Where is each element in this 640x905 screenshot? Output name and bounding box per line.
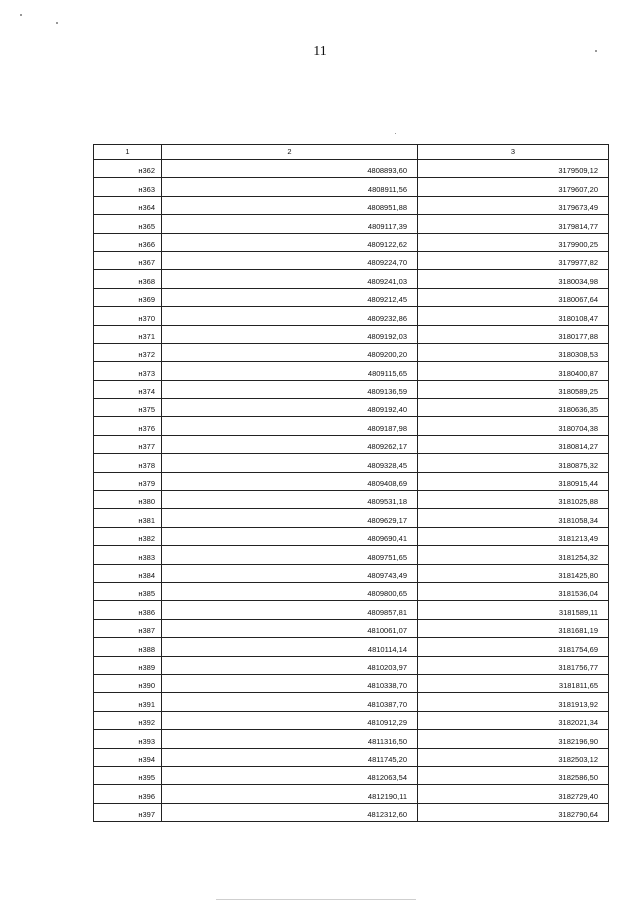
point-id-cell: н380 bbox=[94, 491, 162, 509]
y-coordinate-cell: 3181756,77 bbox=[418, 656, 609, 674]
table-row bbox=[94, 638, 609, 656]
y-coordinate-cell: 3180177,88 bbox=[418, 325, 609, 343]
point-id-cell: н387 bbox=[94, 619, 162, 637]
column-header-point: 1 bbox=[94, 145, 162, 160]
x-coordinate-cell: 4809115,65 bbox=[162, 362, 418, 380]
point-id-cell: н374 bbox=[94, 380, 162, 398]
x-coordinate-cell: 4809192,40 bbox=[162, 399, 418, 417]
point-id-cell: н393 bbox=[94, 730, 162, 748]
point-id-cell: н376 bbox=[94, 417, 162, 435]
y-coordinate-cell: 3180915,44 bbox=[418, 472, 609, 490]
table-row bbox=[94, 491, 609, 509]
x-coordinate-cell: 4812312,60 bbox=[162, 803, 418, 821]
y-coordinate-cell: 3181213,49 bbox=[418, 527, 609, 545]
x-coordinate-cell: 4809531,18 bbox=[162, 491, 418, 509]
point-id-cell: н364 bbox=[94, 196, 162, 214]
table-row bbox=[94, 380, 609, 398]
x-coordinate-cell: 4809200,20 bbox=[162, 343, 418, 361]
y-coordinate-cell: 3181425,80 bbox=[418, 564, 609, 582]
column-header-y: 3 bbox=[418, 145, 609, 160]
point-id-cell: н395 bbox=[94, 766, 162, 784]
point-id-cell: н382 bbox=[94, 527, 162, 545]
table-row bbox=[94, 215, 609, 233]
table-row bbox=[94, 417, 609, 435]
point-id-cell: н372 bbox=[94, 343, 162, 361]
x-coordinate-cell: 4809232,86 bbox=[162, 307, 418, 325]
x-coordinate-cell: 4808951,88 bbox=[162, 196, 418, 214]
table-row bbox=[94, 582, 609, 600]
x-coordinate-cell: 4809212,45 bbox=[162, 288, 418, 306]
x-coordinate-cell: 4810338,70 bbox=[162, 674, 418, 692]
table-row bbox=[94, 546, 609, 564]
point-id-cell: н392 bbox=[94, 711, 162, 729]
table-row bbox=[94, 656, 609, 674]
point-id-cell: н367 bbox=[94, 251, 162, 269]
x-coordinate-cell: 4809629,17 bbox=[162, 509, 418, 527]
point-id-cell: н389 bbox=[94, 656, 162, 674]
table-row bbox=[94, 454, 609, 472]
x-coordinate-cell: 4809117,39 bbox=[162, 215, 418, 233]
y-coordinate-cell: 3182729,40 bbox=[418, 785, 609, 803]
point-id-cell: н368 bbox=[94, 270, 162, 288]
point-id-cell: н385 bbox=[94, 582, 162, 600]
table-row bbox=[94, 693, 609, 711]
scan-speck bbox=[56, 22, 58, 24]
point-id-cell: н366 bbox=[94, 233, 162, 251]
x-coordinate-cell: 4809751,65 bbox=[162, 546, 418, 564]
y-coordinate-cell: 3182196,90 bbox=[418, 730, 609, 748]
point-id-cell: н365 bbox=[94, 215, 162, 233]
table-row bbox=[94, 601, 609, 619]
x-coordinate-cell: 4809743,49 bbox=[162, 564, 418, 582]
table-row bbox=[94, 711, 609, 729]
y-coordinate-cell: 3179814,77 bbox=[418, 215, 609, 233]
table-row bbox=[94, 527, 609, 545]
table-row bbox=[94, 251, 609, 269]
y-coordinate-cell: 3179509,12 bbox=[418, 160, 609, 178]
x-coordinate-cell: 4810203,97 bbox=[162, 656, 418, 674]
x-coordinate-cell: 4809328,45 bbox=[162, 454, 418, 472]
point-id-cell: н377 bbox=[94, 435, 162, 453]
scan-speck bbox=[20, 14, 22, 16]
y-coordinate-cell: 3180400,87 bbox=[418, 362, 609, 380]
table-row bbox=[94, 766, 609, 784]
table-row bbox=[94, 435, 609, 453]
table-row bbox=[94, 803, 609, 821]
y-coordinate-cell: 3180067,64 bbox=[418, 288, 609, 306]
x-coordinate-cell: 4809224,70 bbox=[162, 251, 418, 269]
y-coordinate-cell: 3180704,38 bbox=[418, 417, 609, 435]
point-id-cell: н383 bbox=[94, 546, 162, 564]
x-coordinate-cell: 4809690,41 bbox=[162, 527, 418, 545]
x-coordinate-cell: 4809408,69 bbox=[162, 472, 418, 490]
point-id-cell: н369 bbox=[94, 288, 162, 306]
x-coordinate-cell: 4811745,20 bbox=[162, 748, 418, 766]
y-coordinate-cell: 3182503,12 bbox=[418, 748, 609, 766]
point-id-cell: н375 bbox=[94, 399, 162, 417]
y-coordinate-cell: 3179673,49 bbox=[418, 196, 609, 214]
x-coordinate-cell: 4809187,98 bbox=[162, 417, 418, 435]
table-row bbox=[94, 674, 609, 692]
x-coordinate-cell: 4809262,17 bbox=[162, 435, 418, 453]
table-row bbox=[94, 270, 609, 288]
point-id-cell: н390 bbox=[94, 674, 162, 692]
y-coordinate-cell: 3179607,20 bbox=[418, 178, 609, 196]
point-id-cell: н396 bbox=[94, 785, 162, 803]
y-coordinate-cell: 3179977,82 bbox=[418, 251, 609, 269]
table-row bbox=[94, 730, 609, 748]
y-coordinate-cell: 3181913,92 bbox=[418, 693, 609, 711]
x-coordinate-cell: 4809857,81 bbox=[162, 601, 418, 619]
x-coordinate-cell: 4811316,50 bbox=[162, 730, 418, 748]
x-coordinate-cell: 4809192,03 bbox=[162, 325, 418, 343]
point-id-cell: н394 bbox=[94, 748, 162, 766]
point-id-cell: н373 bbox=[94, 362, 162, 380]
y-coordinate-cell: 3181536,04 bbox=[418, 582, 609, 600]
y-coordinate-cell: 3180875,32 bbox=[418, 454, 609, 472]
point-id-cell: н386 bbox=[94, 601, 162, 619]
x-coordinate-cell: 4810912,29 bbox=[162, 711, 418, 729]
table-row bbox=[94, 178, 609, 196]
point-id-cell: н381 bbox=[94, 509, 162, 527]
y-coordinate-cell: 3182790,64 bbox=[418, 803, 609, 821]
y-coordinate-cell: 3181254,32 bbox=[418, 546, 609, 564]
x-coordinate-cell: 4808893,60 bbox=[162, 160, 418, 178]
table-row bbox=[94, 196, 609, 214]
scan-speck bbox=[395, 133, 396, 134]
y-coordinate-cell: 3179900,25 bbox=[418, 233, 609, 251]
point-id-cell: н388 bbox=[94, 638, 162, 656]
x-coordinate-cell: 4809122,62 bbox=[162, 233, 418, 251]
x-coordinate-cell: 4809241,03 bbox=[162, 270, 418, 288]
scan-edge-line bbox=[216, 899, 416, 900]
coordinates-table bbox=[93, 144, 609, 822]
x-coordinate-cell: 4808911,56 bbox=[162, 178, 418, 196]
point-id-cell: н371 bbox=[94, 325, 162, 343]
point-id-cell: н391 bbox=[94, 693, 162, 711]
y-coordinate-cell: 3180108,47 bbox=[418, 307, 609, 325]
y-coordinate-cell: 3181811,65 bbox=[418, 674, 609, 692]
table-row bbox=[94, 619, 609, 637]
y-coordinate-cell: 3181681,19 bbox=[418, 619, 609, 637]
x-coordinate-cell: 4809136,59 bbox=[162, 380, 418, 398]
table-header-row bbox=[94, 145, 609, 160]
table-row bbox=[94, 472, 609, 490]
y-coordinate-cell: 3182021,34 bbox=[418, 711, 609, 729]
x-coordinate-cell: 4809800,65 bbox=[162, 582, 418, 600]
table-row bbox=[94, 288, 609, 306]
column-header-x: 2 bbox=[162, 145, 418, 160]
y-coordinate-cell: 3180308,53 bbox=[418, 343, 609, 361]
y-coordinate-cell: 3180814,27 bbox=[418, 435, 609, 453]
x-coordinate-cell: 4812063,54 bbox=[162, 766, 418, 784]
y-coordinate-cell: 3181025,88 bbox=[418, 491, 609, 509]
x-coordinate-cell: 4810114,14 bbox=[162, 638, 418, 656]
table-row bbox=[94, 160, 609, 178]
y-coordinate-cell: 3180589,25 bbox=[418, 380, 609, 398]
point-id-cell: н384 bbox=[94, 564, 162, 582]
page-number: 11 bbox=[313, 44, 327, 59]
point-id-cell: н370 bbox=[94, 307, 162, 325]
point-id-cell: н362 bbox=[94, 160, 162, 178]
y-coordinate-cell: 3181589,11 bbox=[418, 601, 609, 619]
y-coordinate-cell: 3181058,34 bbox=[418, 509, 609, 527]
table-row bbox=[94, 399, 609, 417]
table-row bbox=[94, 748, 609, 766]
table-row bbox=[94, 362, 609, 380]
y-coordinate-cell: 3182586,50 bbox=[418, 766, 609, 784]
y-coordinate-cell: 3180034,98 bbox=[418, 270, 609, 288]
table-row bbox=[94, 325, 609, 343]
table-row bbox=[94, 509, 609, 527]
x-coordinate-cell: 4812190,11 bbox=[162, 785, 418, 803]
y-coordinate-cell: 3180636,35 bbox=[418, 399, 609, 417]
x-coordinate-cell: 4810387,70 bbox=[162, 693, 418, 711]
point-id-cell: н378 bbox=[94, 454, 162, 472]
table-row bbox=[94, 307, 609, 325]
table-row bbox=[94, 564, 609, 582]
x-coordinate-cell: 4810061,07 bbox=[162, 619, 418, 637]
table-row bbox=[94, 785, 609, 803]
point-id-cell: н363 bbox=[94, 178, 162, 196]
y-coordinate-cell: 3181754,69 bbox=[418, 638, 609, 656]
table-row bbox=[94, 343, 609, 361]
table-row bbox=[94, 233, 609, 251]
point-id-cell: н379 bbox=[94, 472, 162, 490]
point-id-cell: н397 bbox=[94, 803, 162, 821]
